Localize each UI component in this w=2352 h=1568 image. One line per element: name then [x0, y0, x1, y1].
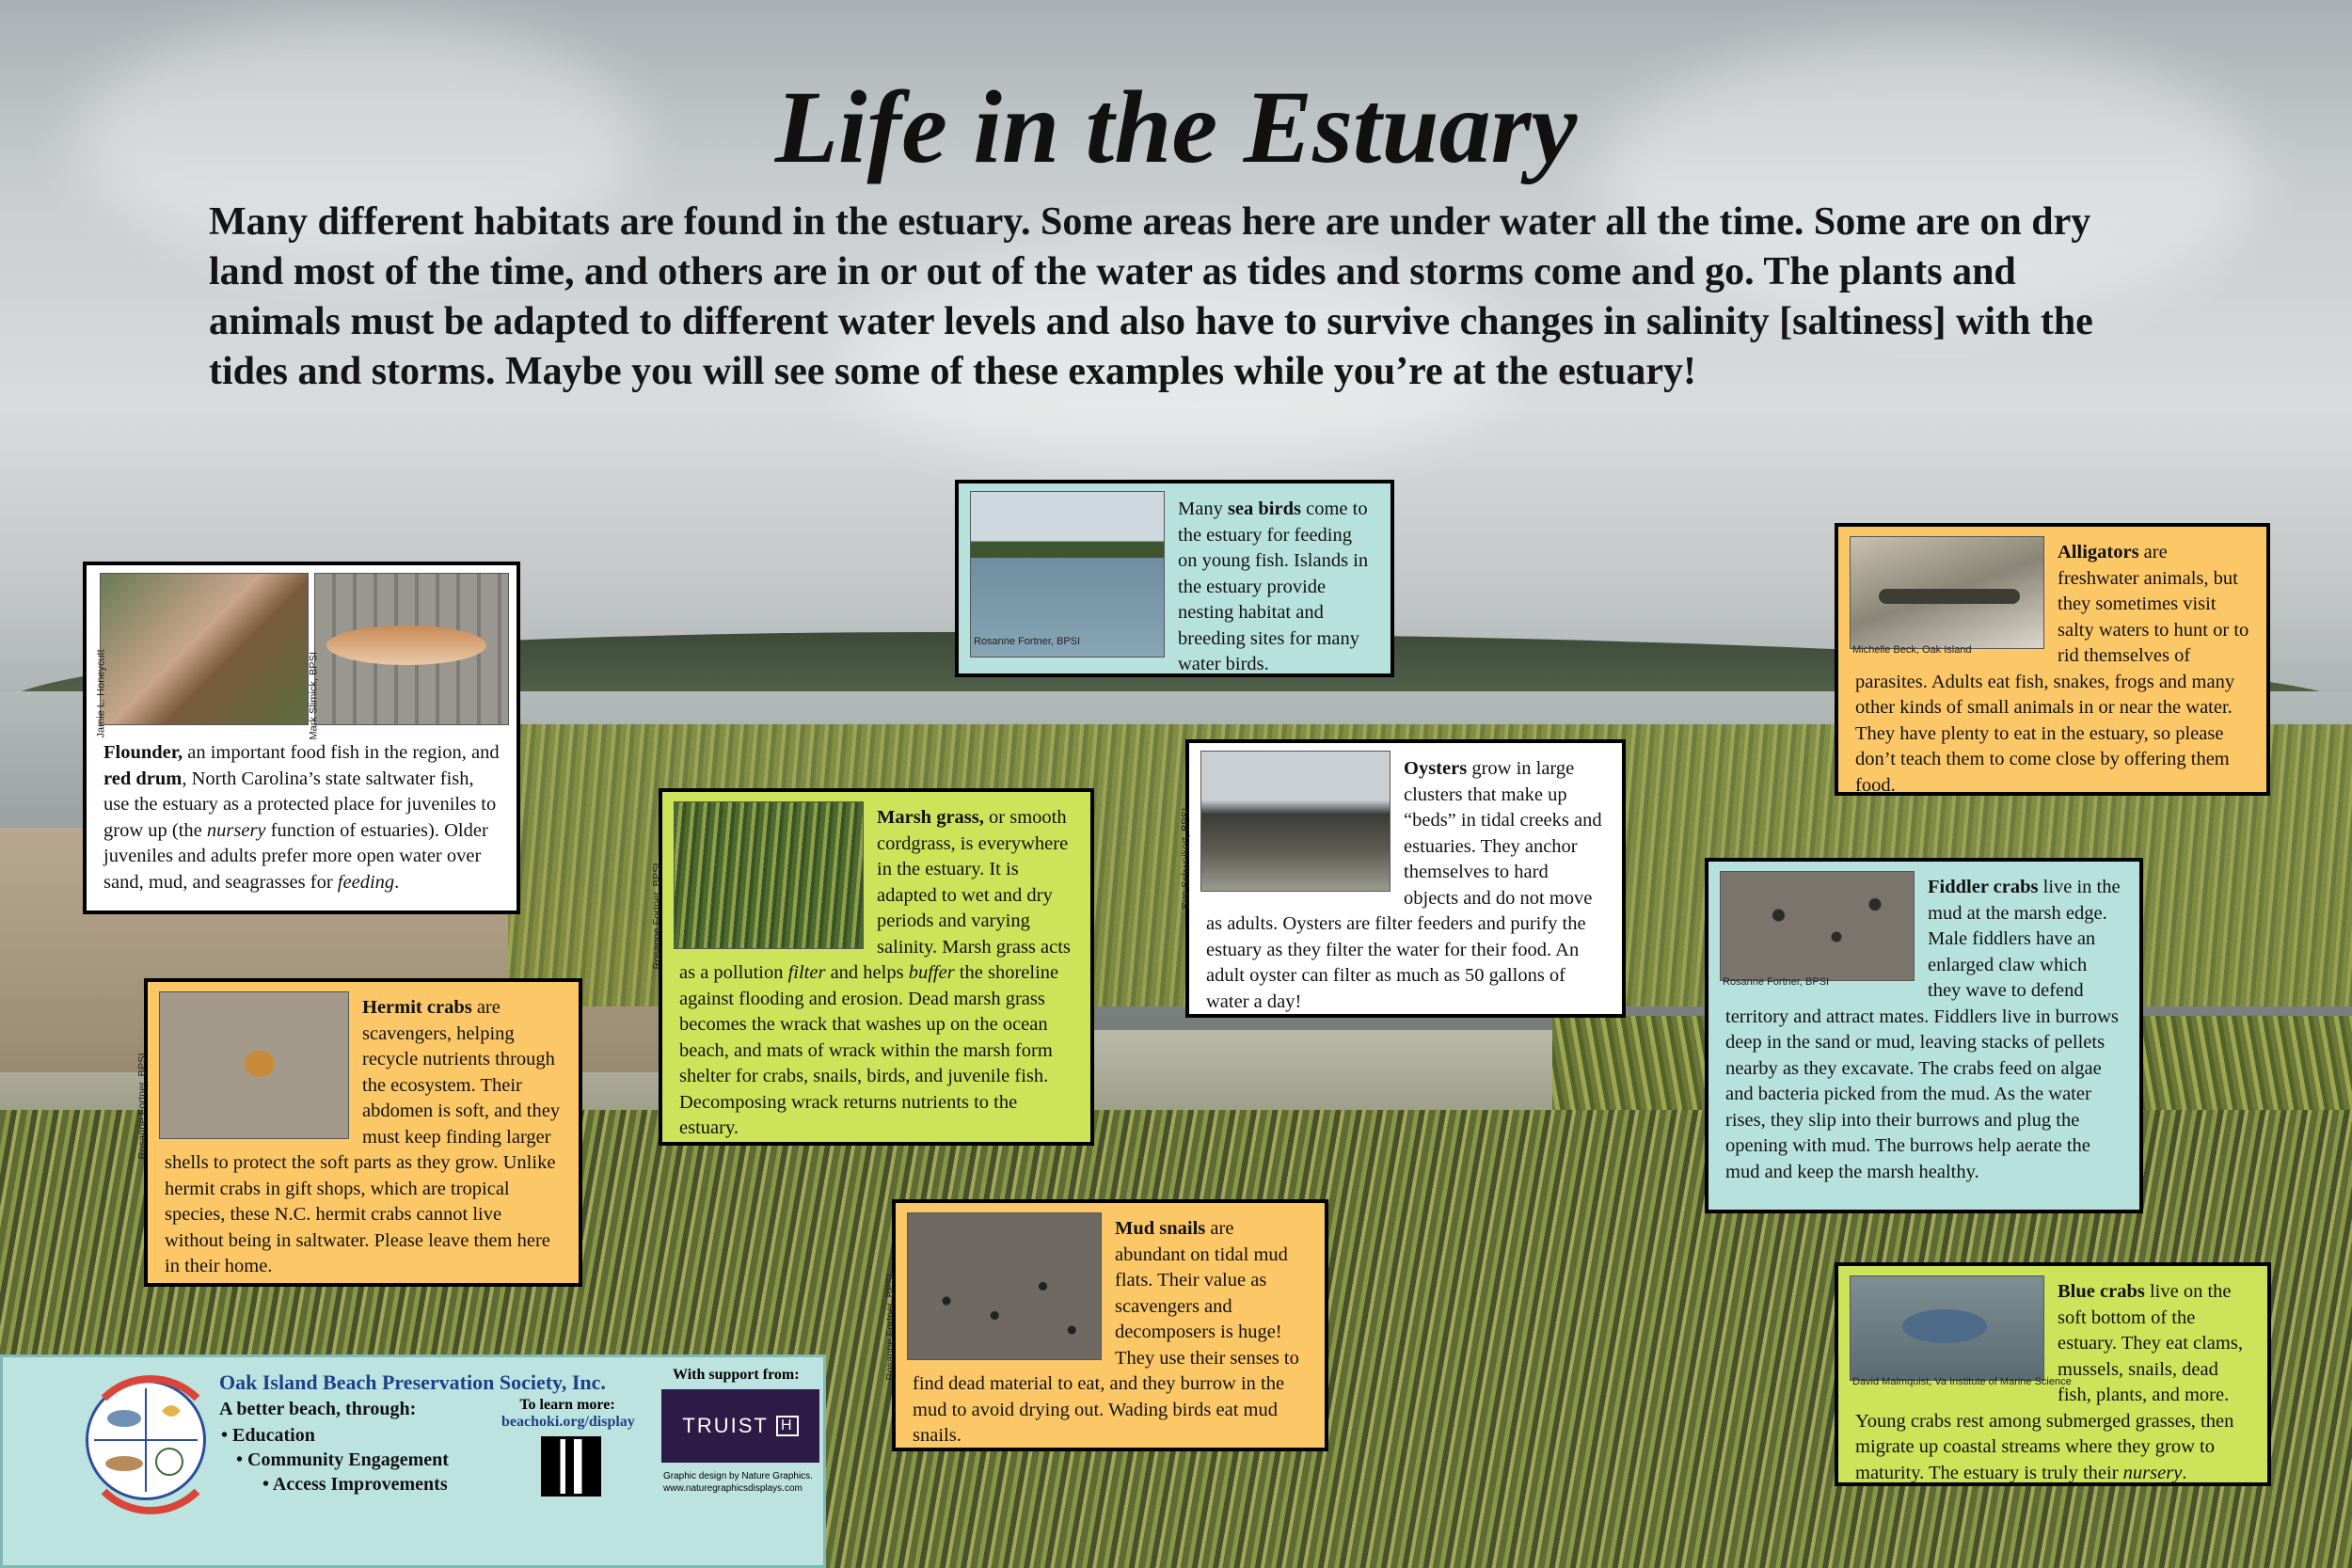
sea-birds-card [955, 480, 1394, 677]
mission-item: • Access Improvements [262, 1474, 448, 1495]
support-label: With support from: [673, 1367, 800, 1383]
photo-credit: Michelle Beck, Oak Island [1852, 643, 1972, 656]
oysters-photo [1180, 751, 1391, 910]
oysters-card [1180, 739, 1626, 1018]
photo-credit: Rosanne Fortner, BPSI [884, 1274, 897, 1381]
marsh-grass-text: Marsh grass, or smooth cordgrass, is everywhere in the estuary. It is adapted to wet and dry periods and varying salinity. Marsh grass acts as a pollution filter and helps buffer the shoreline against flooding and erosion. Dead marsh grass becomes the wrack that washes up on the ocean beach, and mats of wrack within the marsh form shelter for crabs, snails, birds, and juvenile fish. Decomposing wrack returns nutrients to the estuary. [679, 807, 1071, 1138]
marsh-grass-photo [651, 801, 864, 970]
mud-snails-text: Mud snails are abundant on tidal mud flats. Their value as scavengers and decomposers is huge! They use their senses to find dead material to eat, and they burrow in the mud to avoid drying out. Wading birds eat mud snails. [913, 1218, 1299, 1446]
red-drum-photo [314, 573, 509, 725]
design-credit: Graphic design by Nature Graphics. www.naturegraphicsdisplays.com [663, 1471, 813, 1494]
mud-snails-photo [884, 1212, 1102, 1381]
learn-more-link[interactable]: beachoki.org/display [501, 1414, 635, 1430]
blue-crab-photo [1850, 1275, 2072, 1387]
learn-more [501, 1397, 633, 1431]
hermit-crab-photo [136, 991, 349, 1160]
alligators-card [1835, 523, 2270, 796]
poster-title: Life in the Estuary [774, 70, 1578, 184]
alligator-photo [1850, 536, 2044, 656]
flounder-photo [100, 573, 309, 725]
photo-credit: Rosanne Fortner, BPSI [974, 635, 1081, 647]
truist-logo-icon: TRUIST H [661, 1389, 819, 1463]
intro-paragraph: Many different habitats are found in the estuary. Some areas here are under water all the time. Some are on dry land most of the time, and others are in or out of the water as tides and storms come and go. The plants and animals must be adapted to different water levels and also have to survive changes in salinity [saltiness] with the tides and storms. Maybe you will see some of these examples while you’re at the estuary! [209, 200, 2093, 393]
photo-credit: Rosanne Fortner, BPSI [651, 863, 663, 970]
sea-birds-photo [970, 491, 1165, 657]
blue-crabs-card [1835, 1262, 2271, 1486]
photo-credit: David Malmquist, Va Institute of Marine Science [1852, 1375, 2072, 1387]
alligators-text: Alligators are freshwater animals, but they sometimes visit salty waters to hunt or to rid themselves of parasites. Adults eat fish, snakes, frogs and many other kinds of small animals in or near the water. They have plenty to eat in the estuary, so please don’t teach them to come close by offering them food. [1855, 542, 2249, 796]
photo-credit: Rosanne Fortner, BPSI [1723, 975, 1830, 988]
fiddler-crabs-photo [1720, 871, 1915, 988]
photo-credit: Jamie L. Honeycutt [95, 649, 107, 738]
sponsor-name: TRUIST [682, 1414, 769, 1437]
oibps-logo-icon [86, 1380, 206, 1500]
sponsor-footer [0, 1354, 826, 1568]
mud-snails-card [884, 1199, 1328, 1451]
mission-item: • Education [221, 1425, 315, 1446]
photo-credit: Sue Schweikert, BPSI [1180, 807, 1192, 910]
qr-code-icon[interactable] [541, 1436, 601, 1497]
org-tagline: A better beach, through: [219, 1399, 417, 1419]
hermit-crabs-card [136, 978, 582, 1287]
marsh-grass-card [651, 788, 1094, 1146]
photo-credit: Rosanne Fortner, BPSI [136, 1053, 149, 1160]
blue-crabs-text: Blue crabs live on the soft bottom of the estuary. They eat clams, mussels, snails, dead fish, plants, and more. Young crabs rest among submerged grasses, then migrate up coastal streams where they grow to maturity. The estuary is truly their nursery. [1855, 1281, 2243, 1483]
mission-item: • Community Engagement [236, 1449, 449, 1470]
flounder-photos [95, 573, 505, 740]
oysters-text: Oysters grow in large clusters that make up “beds” in tidal creeks and estuaries. They anchor themselves to hard objects and do not move as adults. Oysters are filter feeders and purify the estuary as they filter the water for their food. An adult oyster can filter as much as 50 gallons of water a day! [1206, 758, 1602, 1012]
org-name: Oak Island Beach Preservation Society, Inc. [219, 1370, 606, 1394]
flounder-text: Flounder, an important food fish in the region, and red drum, North Carolina’s state saltwater fish, use the estuary as a protected place for juveniles to grow up (the nursery function of estuaries). Older juveniles and adults prefer more open water over sand, mud, and seagrasses for feeding. [103, 742, 500, 893]
learn-more-label: To learn more: [519, 1397, 615, 1413]
fiddler-crabs-card [1705, 858, 2143, 1213]
hermit-crabs-text: Hermit crabs are scavengers, helping recycle nutrients through the ecosystem. Their abdomen is soft, and they must keep finding larger shells to protect the soft parts as they grow. Unlike hermit crabs in gift shops, which are tropical species, these N.C. hermit crabs cannot live without being in saltwater. Please leave them here in their home. [165, 997, 561, 1276]
flounder-card [83, 562, 520, 914]
photo-credit: Mark Slimick, BPSI [308, 651, 320, 740]
sea-birds-text: Many sea birds come to the estuary for feeding on young fish. Islands in the estuary provide nesting habitat and breeding sites for many water birds. [1178, 499, 1369, 674]
fiddler-crabs-text: Fiddler crabs live in the mud at the marsh edge. Male fiddlers have an enlarged claw which they wave to defend territory and attract mates. Fiddlers live in burrows deep in the sand or mud, leaving stacks of pellets nearby as they excavate. The crabs feed on algae and bacteria picked from the mud. As the water rises, they slip into their burrows and plug the opening with mud. The burrows help aerate the mud and keep the marsh healthy. [1725, 877, 2121, 1182]
